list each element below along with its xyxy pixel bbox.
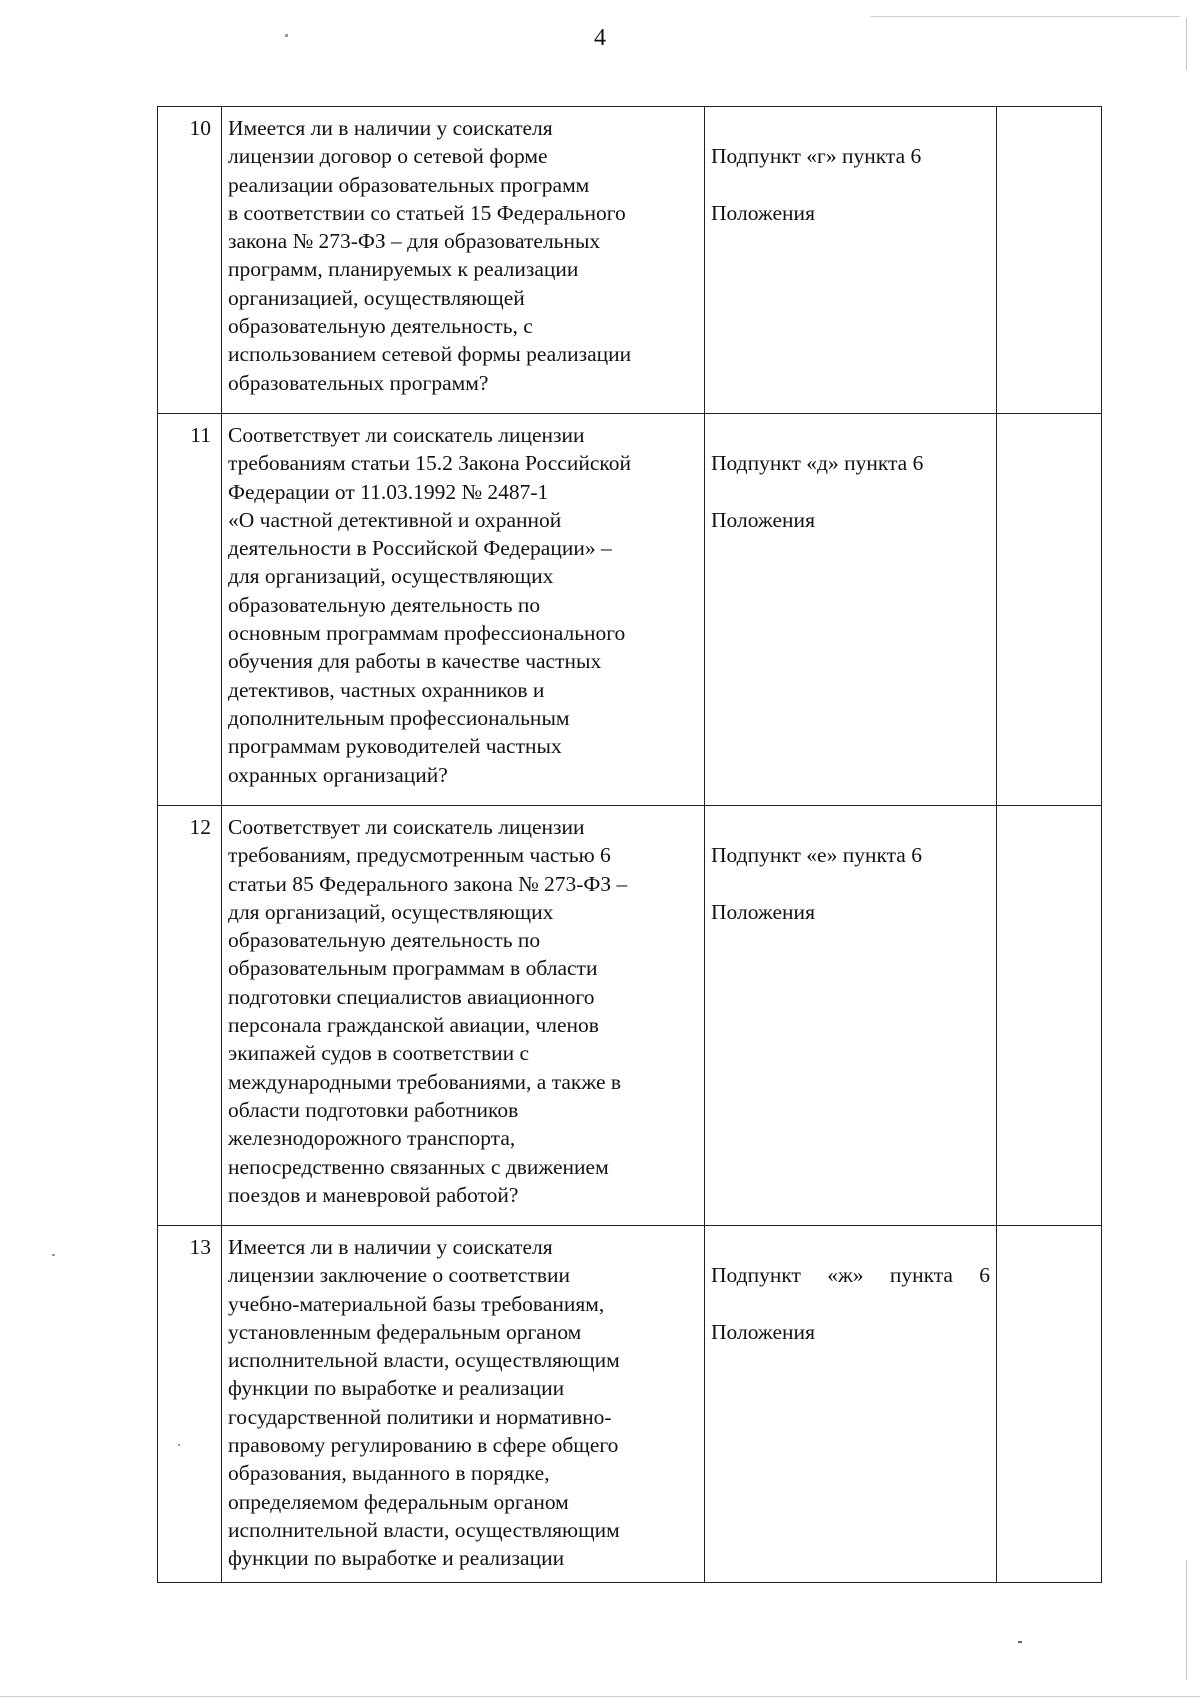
legal-reference [705,107,997,414]
row-number: 11 [158,414,222,806]
question-text: Соответствует ли соискатель лицензии требованиям статьи 15.2 Закона Российской Федерации от 11.03.1992 № 2487-1 «О частной детективной и охранной деятельности в Российской Федерации» – для организаций, осуществляющих образовательную деятельность по основным программам профессионального обучения для работы в качестве частных детективов, частных охранников и дополнительным профессиональным программам руководителей частных охранных организаций? [222,414,705,806]
row-number: 10 [158,107,222,414]
table-row [158,107,1102,414]
question-text: Имеется ли в наличии у соискателя лицензии заключение о соответствии учебно-материальной базы требованиям, установленным федеральным органом исполнительной власти, осуществляющим функции по выработке и реализации государственной политики и нормативно- правовому регулированию в сфере общего образования, выданного в порядке, определяемом федеральным органом исполнительной власти, осуществляющим функции по выработке и реализации [222,1226,705,1583]
answer-cell [997,414,1102,806]
reference-line: Подпункт «г» пункта 6 [711,144,922,169]
reference-line: Положения [711,200,815,225]
scan-artifact-bottom-line [0,1696,1200,1697]
table-row [158,1226,1102,1583]
legal-reference [705,806,997,1226]
scan-artifact-right-edge-lower [1186,1560,1187,1680]
legal-reference [705,1226,997,1583]
scan-artifact-right-edge [1186,18,1187,70]
reference-line: Положения [711,1319,815,1344]
scan-artifact-bottom-dot [1018,1641,1022,1643]
scan-artifact-top-right [870,16,1180,17]
reference-line: Положения [711,899,815,924]
reference-line: Подпункт «ж» пункта 6 [711,1263,990,1288]
table-row [158,806,1102,1226]
reference-line: Положения [711,507,815,532]
reference-line: Подпункт «д» пункта 6 [711,451,924,476]
answer-cell [997,107,1102,414]
row-number: 12 [158,806,222,1226]
question-text: Имеется ли в наличии у соискателя лицензии договор о сетевой форме реализации образовательных программ в соответствии со статьей 15 Федерального закона № 273-ФЗ – для образовательных программ, планируемых к реализации организацией, осуществляющей образовательную деятельность, с использованием сетевой формы реализации образовательных программ? [222,107,705,414]
answer-cell [997,806,1102,1226]
checklist-table [157,106,1102,1583]
table-row [158,414,1102,806]
answer-cell [997,1226,1102,1583]
page-number: 4 [594,25,606,51]
scan-artifact-top-dot [285,34,288,37]
legal-reference [705,414,997,806]
row-number: 13 [158,1226,222,1583]
scan-artifact-left-dot [52,1254,55,1256]
reference-line: Подпункт «е» пункта 6 [711,843,922,868]
question-text: Соответствует ли соискатель лицензии требованиям, предусмотренным частью 6 статьи 85 Федерального закона № 273-ФЗ – для организаций, осуществляющих образовательную деятельность по образовательным программам в области подготовки специалистов авиационного персонала гражданской авиации, членов экипажей судов в соответствии с международными требованиями, а также в области подготовки работников железнодорожного транспорта, непосредственно связанных с движением поездов и маневровой работой? [222,806,705,1226]
